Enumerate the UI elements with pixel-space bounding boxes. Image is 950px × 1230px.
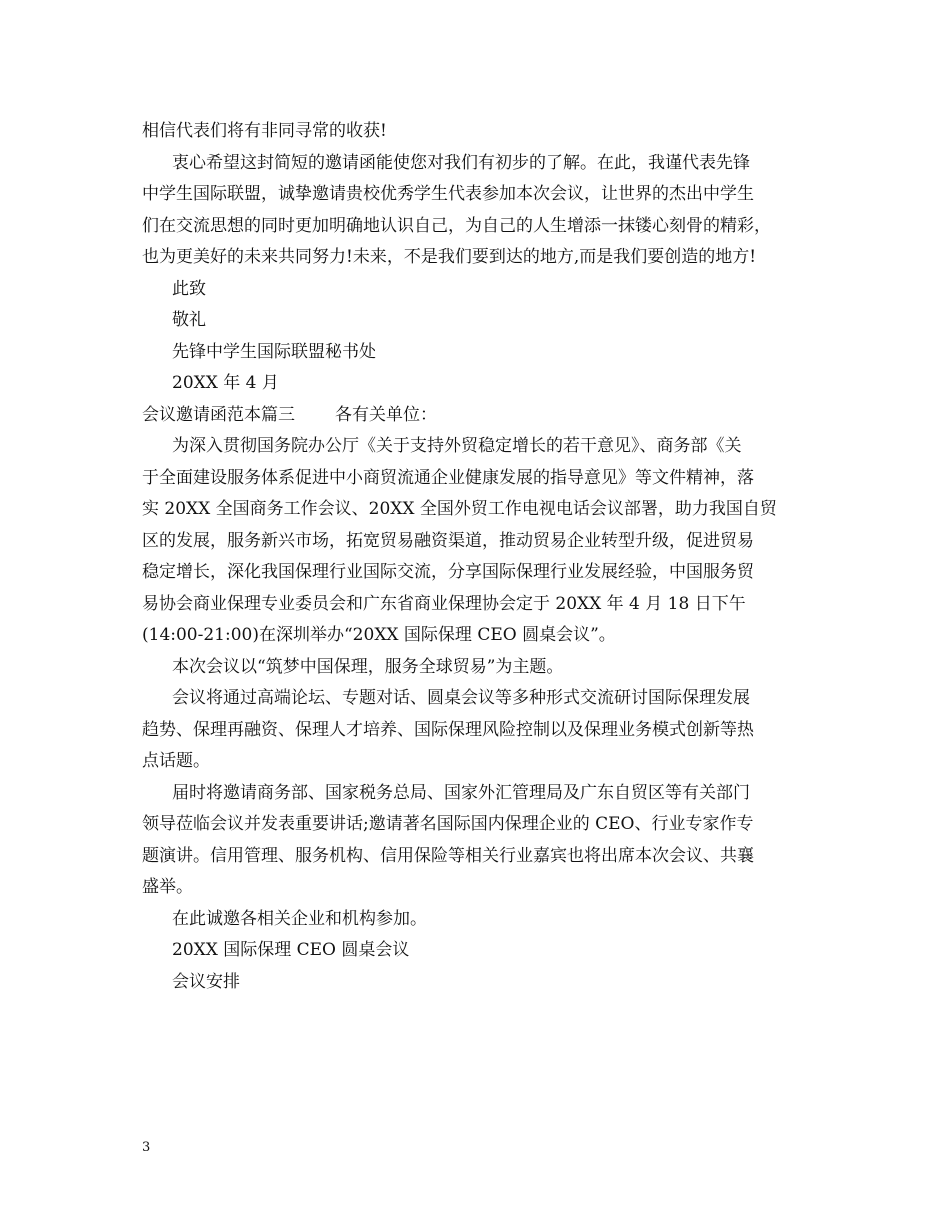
paragraph-start-line: 会议将通过高端论坛、专题对话、圆桌会议等多种形式交流研讨国际保理发展 xyxy=(172,688,750,708)
section-title: 会议邀请函范本篇三 xyxy=(142,404,295,425)
paragraph-start-line: 本次会议以“筑梦中国保理，服务全球贸易”为主题。 xyxy=(172,656,564,677)
text-line: 题演讲。信用管理、服务机构、信用保险等相关行业嘉宾也将出席本次会议、共襄 xyxy=(142,845,754,866)
addressee: 各有关单位： xyxy=(335,404,437,425)
text-line: 实 20XX 全国商务工作会议、20XX 全国外贸工作电视电话会议部署，助力我国自贸 xyxy=(142,499,777,519)
text-line: 点话题。 xyxy=(142,751,210,771)
text-line: 中学生国际联盟，诚挚邀请贵校优秀学生代表参加本次会议，让世界的杰出中学生 xyxy=(142,184,754,204)
text-line: 趋势、保理再融资、保理人才培养、国际保理风险控制以及保理业务模式创新等热 xyxy=(142,719,754,740)
page-number: 3 xyxy=(142,1140,151,1155)
text-line: 于全面建设服务体系促进中小商贸流通企业健康发展的指导意见》等文件精神，落 xyxy=(142,467,754,488)
event-name-line: 20XX 国际保理 CEO 圆桌会议 xyxy=(172,940,410,960)
text-line: 们在交流思想的同时更加明确地认识自己，为自己的人生增添一抹镂心刻骨的精彩， xyxy=(142,215,771,236)
paragraph-start-line: 在此诚邀各相关企业和机构参加。 xyxy=(172,908,427,929)
signature-organization: 先锋中学生国际联盟秘书处 xyxy=(172,341,376,362)
text-line: 区的发展，服务新兴市场，拓宽贸易融资渠道，推动贸易企业转型升级，促进贸易 xyxy=(142,530,754,551)
closing-regards: 敬礼 xyxy=(172,310,206,330)
paragraph-start-line: 衷心希望这封简短的邀请函能使您对我们有初步的了解。在此，我谨代表先锋 xyxy=(172,152,750,173)
agenda-heading-line: 会议安排 xyxy=(172,971,240,992)
text-line: 稳定增长，深化我国保理行业国际交流，分享国际保理行业发展经验，中国服务贸 xyxy=(142,562,754,582)
closing-salutation: 此致 xyxy=(172,278,206,299)
text-line: 领导莅临会议并发表重要讲话;邀请著名国际国内保理企业的 CEO、行业专家作专 xyxy=(142,814,754,834)
text-line: 盛举。 xyxy=(142,877,193,897)
paragraph-start-line: 为深入贯彻国务院办公厅《关于支持外贸稳定增长的若干意见》、商务部《关 xyxy=(172,436,742,456)
text-line: 易协会商业保理专业委员会和广东省商业保理协会定于 20XX 年 4 月 18 日下午 xyxy=(142,593,746,614)
paragraph-start-line: 届时将邀请商务部、国家税务总局、国家外汇管理局及广东自贸区等有关部门 xyxy=(172,782,750,803)
signature-date: 20XX 年 4 月 xyxy=(172,373,279,393)
text-line: 也为更美好的未来共同努力!未来，不是我们要到达的地方,而是我们要创造的地方! xyxy=(142,247,757,267)
section-heading-line xyxy=(142,400,832,432)
text-line: 相信代表们将有非同寻常的收获! xyxy=(142,121,387,141)
document-body xyxy=(142,116,832,998)
text-line: (14:00-21:00)在深圳举办“20XX 国际保理 CEO 圆桌会议”。 xyxy=(142,625,616,645)
